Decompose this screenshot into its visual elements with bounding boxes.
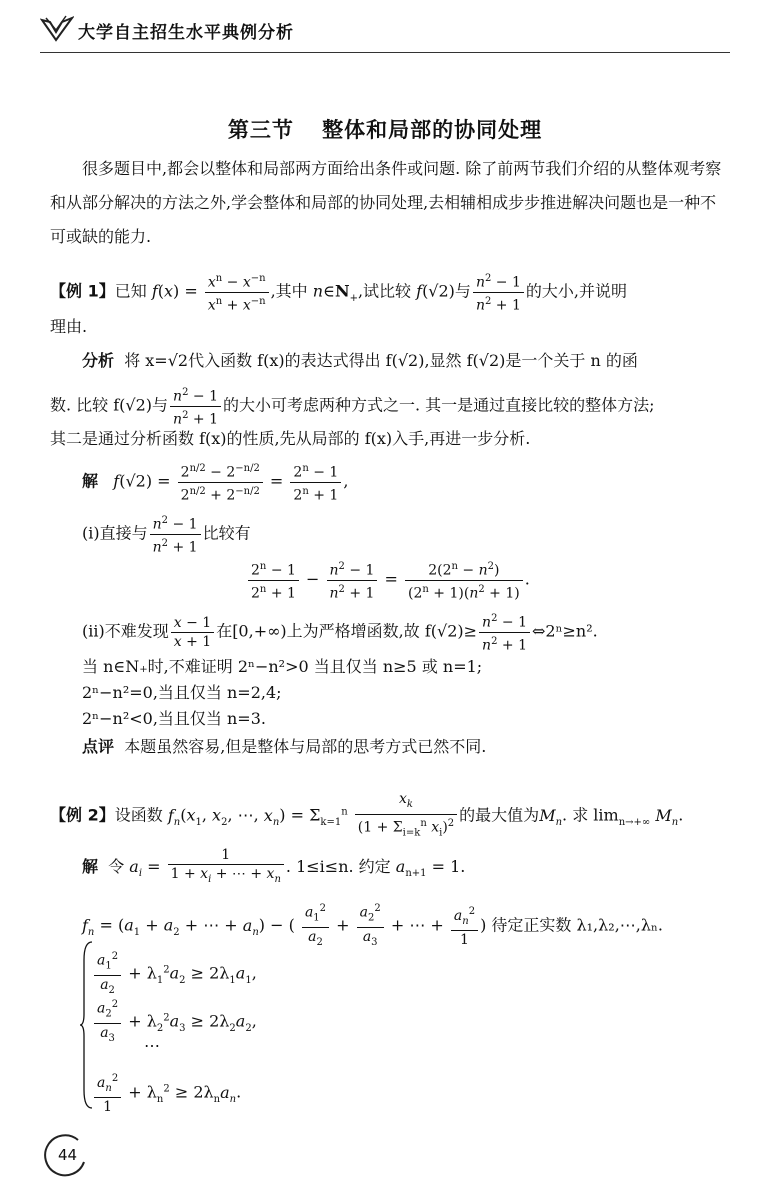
solution-1-part-i: (ⅰ)直接与 $\frac{n^2 - 1}{n^2 + 1}$ 比较有 [82, 512, 251, 556]
inequality-ellipsis: ⋯ [144, 1036, 160, 1055]
solution-1-case-a: 当 n∈N₊时,不难证明 2ⁿ−n²>0 当且仅当 n≥5 或 n=1; [82, 657, 483, 676]
example-1-label: 【例 1】 [50, 281, 115, 301]
analysis-line-1: 分析 将 x=√2代入函数 f(x)的表达式得出 f(√2),显然 f(√2)是一个关于 n 的函 [82, 351, 638, 370]
section-number: 第三节 [227, 118, 294, 142]
inequality-n: $\frac{a_n^2}{1}$ + $\lambda_n^2 \ge 2\lambda_na_n$. [92, 1070, 241, 1116]
comment: 点评 本题虽然容易,但是整体与局部的思考方式已然不同. [82, 737, 487, 756]
analysis-line-2: 数. 比较 f(√2)与 $\frac{n^2 - 1}{n^2 + 1}$ 的大小可考虑两种方式之一. 其一是通过直接比较的整体方法; [50, 384, 655, 428]
analysis-line-3: 其二是通过分析函数 f(x)的性质,先从局部的 f(x)入手,再进一步分析. [50, 429, 531, 448]
inequality-2: $\frac{a_2^2}{a_3}$ + $\lambda_2^2a_3 \ge 2\lambda_2a_2$, [92, 996, 257, 1048]
solution-1-difference-formula: $\frac{2^n - 1}{2^n + 1}$ − $\frac{n^2 - 1}{n^2 + 1}$ = $\frac{2(2^n - n^2)}{(2^n + 1)(n^2 + 1)}$ . [246, 558, 530, 602]
solution-2-fn-expression: $f_n = (a_1 + a_2$ + ⋯ + $a_n$) − ( $\frac{a_1^2}{a_2}$ + $\frac{a_2^2}{a_3}$ + ⋯ + $\frac{a_n^2}{1}$ ) 待定正实数 λ₁,λ₂,⋯,λₙ. [82, 900, 663, 952]
inequality-1: $\frac{a_1^2}{a_2}$ + $\lambda_1^2a_2 \ge 2\lambda_1a_1$, [92, 948, 257, 1000]
solution-1-case-b: 2ⁿ−n²=0,当且仅当 n=2,4; [82, 683, 282, 702]
solution-2-definition: 解 令 $a_i$ = $\frac{1}{1 + x_i + \cdots + x_n}$ . 1≤i≤n. 约定 $a_{n+1} = 1$. [82, 847, 466, 885]
section-title: 整体和局部的协同处理 [322, 118, 543, 142]
solution-1-formula: 解 f(√2) = $\frac{2^{n/2} - 2^{-n/2}}{2^{n/2} + 2^{-n/2}}$ = $\frac{2^n - 1}{2^n + 1}$ , [82, 460, 348, 504]
intro-paragraph: 很多题目中,都会以整体和局部两方面给出条件或问题. 除了前两节我们介绍的从整体观考察和从部分解决的方法之外,学会整体和局部的协同处理,去相辅相成步步推进解决问题也是一种不可或缺的能力. [50, 159, 722, 246]
page-number: 44 [58, 1146, 78, 1164]
running-header: 大学自主招生水平典例分析 [78, 23, 294, 43]
section-heading [0, 114, 770, 144]
example-1-statement-cont: 理由. [50, 317, 88, 336]
solution-1-part-ii: (ⅱ)不难发现 $\frac{x - 1}{x + 1}$ 在[0,+∞)上为严格增函数,故 f(√2)≥ $\frac{n^2 - 1}{n^2 + 1}$ ⇔2ⁿ≥n². [82, 610, 598, 654]
header-rule [40, 52, 730, 53]
publisher-logo-icon [40, 14, 74, 44]
example-1-statement: 【例 1】已知 f(x) = $\frac{x^n - x^{-n}}{x^n + x^{-n}}$ ,其中 $n\in N_+$,试比较 f(√2)与 $\frac{n^2 - 1}{n^2 + 1}$ 的大小,并说明 [50, 270, 627, 314]
solution-1-case-c: 2ⁿ−n²<0,当且仅当 n=3. [82, 709, 266, 728]
example-2-statement: 【例 2】设函数 $f_n(x_1$, $x_2$, ⋯, $x_n) = \Sigma_{k=1}^n$ $\frac{x_k}{(1 + \Sigma_{i=k}^n x_i)^2}$ 的最大值为$M_n$. 求 $\lim_{n\to+\infty} M_n$. [50, 791, 684, 839]
fx-fraction: $\frac{x^n - x^{-n}}{x^n + x^{-n}}$ [205, 270, 269, 314]
